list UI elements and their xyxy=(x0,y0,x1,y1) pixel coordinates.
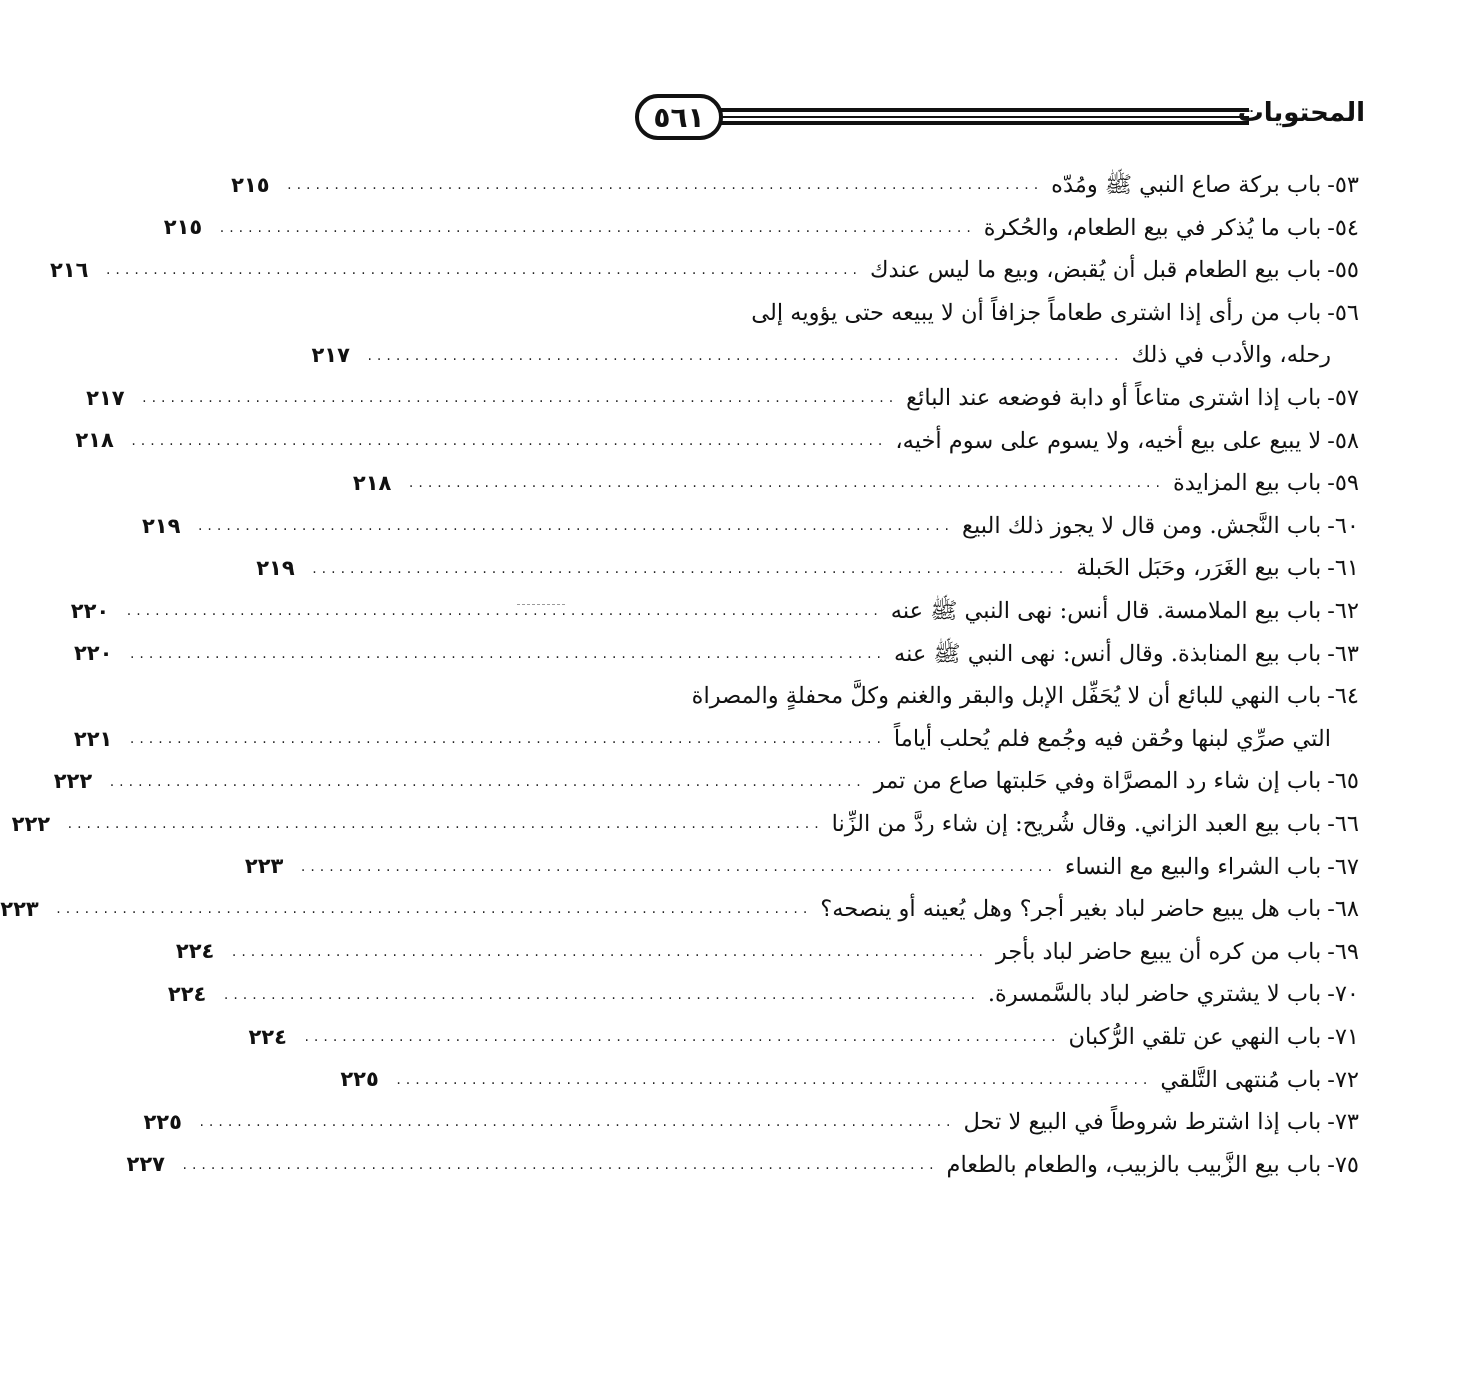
toc-entry-number: ٧١- xyxy=(1327,1023,1359,1050)
dot-leader: ................................................................................ xyxy=(408,475,1165,492)
dot-leader: ................................................................................ xyxy=(300,858,1057,875)
toc-entry-title: باب مُنتهى التَّلقي xyxy=(1160,1066,1322,1093)
toc-entry-page: ٢١٩ xyxy=(141,513,181,538)
toc-entry-page: ٢٢٢ xyxy=(11,811,51,836)
toc-entry-title: باب هل يبيع حاضر لباد بغير أجر؟ وهل يُعينه أو ينصحه؟ xyxy=(820,896,1322,923)
toc-entry-page: ٢٢٠ xyxy=(70,598,110,623)
toc-entry-page: ٢٢٠ xyxy=(73,641,113,666)
toc-entry xyxy=(53,760,1359,803)
toc-entry-page: ٢٢٥ xyxy=(143,1109,182,1134)
toc-entry-page: ٢٢٤ xyxy=(248,1024,287,1049)
toc-entry-number: ٦٠- xyxy=(1327,512,1359,539)
toc-entry-page: ٢١٨ xyxy=(352,470,392,495)
toc-entry xyxy=(311,334,1359,377)
dot-leader: ................................................................................ xyxy=(197,518,954,535)
table-of-contents xyxy=(0,164,1359,1186)
toc-entry-page: ٢٢٣ xyxy=(244,854,284,879)
header-rule-line xyxy=(721,121,1249,125)
toc-entry-title: باب بيع الطعام قبل أن يُقبض، وبيع ما ليس عندك xyxy=(869,257,1322,284)
toc-entry-page: ٢٢١ xyxy=(73,726,113,751)
toc-entry-page: ٢٢٥ xyxy=(340,1067,379,1092)
toc-entry-title: باب لا يشتري حاضر لباد بالسَّمسرة. xyxy=(987,981,1322,1008)
toc-entry-title: باب بيع الملامسة. قال أنس: نهى النبي ﷺ عنه xyxy=(890,597,1322,624)
dot-leader: ................................................................................ xyxy=(129,645,886,662)
dot-leader: ................................................................................ xyxy=(396,1071,1153,1088)
toc-entry-number: ٦٥- xyxy=(1327,768,1359,795)
toc-entry-number: ٧٢- xyxy=(1327,1066,1359,1093)
toc-entry xyxy=(163,207,1359,250)
toc-entry-page: ٢١٧ xyxy=(86,385,125,410)
toc-entry-number: ٥٦- xyxy=(1327,299,1359,326)
toc-entry-page: ٢٢٧ xyxy=(126,1152,165,1177)
toc-entry-page: ٢٢٤ xyxy=(175,939,215,964)
dot-leader: ................................................................................ xyxy=(223,986,980,1003)
toc-entry-page: ٢٢٣ xyxy=(0,896,39,921)
toc-entry-number: ٦٧- xyxy=(1327,853,1359,880)
dot-leader: ................................................................................ xyxy=(67,816,824,833)
toc-entry-number: ٦١- xyxy=(1327,555,1359,582)
toc-entry-title: باب النَّجش. ومن قال لا يجوز ذلك البيع xyxy=(961,512,1322,539)
toc-entry xyxy=(70,590,1359,633)
dot-leader: ................................................................................ xyxy=(142,390,899,407)
toc-entry-title: باب من كره أن يبيع حاضر لباد بأجر xyxy=(995,938,1322,965)
toc-entry-title: باب بركة صاع النبي ﷺ ومُدّه xyxy=(1051,172,1322,199)
toc-entry xyxy=(0,888,1359,931)
dot-leader: ................................................................................ xyxy=(367,347,1124,364)
dot-leader: ................................................................................ xyxy=(287,177,1044,194)
toc-entry-page: ٢١٨ xyxy=(75,428,114,453)
dot-leader: ................................................................................ xyxy=(131,432,888,449)
toc-entry xyxy=(248,1016,1359,1059)
toc-entry-page: ٢١٧ xyxy=(311,343,350,368)
toc-entry-page: ٢١٥ xyxy=(231,172,270,197)
toc-entry xyxy=(73,718,1359,761)
toc-entry xyxy=(643,292,1359,335)
toc-entry-number: ٥٧- xyxy=(1327,385,1359,412)
toc-entry-number: ٦٦- xyxy=(1327,810,1359,837)
toc-entry-page: ٢١٥ xyxy=(163,215,203,240)
toc-entry-number: ٦٩- xyxy=(1327,938,1359,965)
dot-leader: ................................................................................ xyxy=(312,560,1069,577)
toc-entry-title: باب بيع الغَرَر، وحَبَل الحَبلة xyxy=(1076,555,1322,582)
toc-entry xyxy=(143,1101,1359,1144)
toc-entry xyxy=(340,1058,1359,1101)
toc-entry-title: لا يبيع على بيع أخيه، ولا يسوم على سوم أخيه، xyxy=(895,427,1322,454)
dot-leader: ................................................................................ xyxy=(56,901,813,918)
toc-entry xyxy=(244,846,1359,889)
toc-entry-title: باب النهي للبائع أن لا يُحَفِّل الإبل والبقر والغنم وكلَّ محفلةٍ والمصراة xyxy=(691,683,1322,710)
toc-entry-number: ٥٨- xyxy=(1327,427,1359,454)
toc-entry xyxy=(175,931,1359,974)
toc-entry-number: ٥٤- xyxy=(1327,214,1359,241)
header-rule-line xyxy=(721,108,1249,112)
toc-entry-title: باب ما يُذكر في بيع الطعام، والحُكرة xyxy=(983,214,1322,241)
toc-entry-title: باب الشراء والبيع مع النساء xyxy=(1064,853,1322,880)
dot-leader: ................................................................................ xyxy=(304,1029,1061,1046)
toc-entry xyxy=(86,377,1359,420)
toc-entry-title: باب إن شاء رد المصرَّاة وفي حَلبتها صاع من تمر xyxy=(873,768,1322,795)
dot-leader: ................................................................................ xyxy=(182,1156,939,1173)
toc-entry-title: باب إذا اشترط شروطاً في البيع لا تحل xyxy=(963,1109,1322,1136)
toc-entry-title: باب بيع الزَّبيب بالزبيب، والطعام بالطعام xyxy=(946,1151,1322,1178)
toc-entry-page: ٢٢٤ xyxy=(167,982,207,1007)
dot-leader: ................................................................................ xyxy=(219,219,976,236)
toc-entry-number: ٦٨- xyxy=(1327,896,1359,923)
toc-entry-number: ٧٥- xyxy=(1327,1151,1359,1178)
toc-entry xyxy=(49,249,1359,292)
dot-leader: ................................................................................ xyxy=(105,262,862,279)
toc-entry xyxy=(73,633,1359,676)
toc-entry xyxy=(141,505,1359,548)
dot-leader: ................................................................................ xyxy=(109,773,866,790)
page-header xyxy=(635,90,1365,154)
toc-entry xyxy=(231,164,1359,207)
page-number-badge: ٥٦١ xyxy=(635,94,723,140)
header-rule xyxy=(721,108,1249,124)
dot-leader: ................................................................................ xyxy=(199,1114,956,1131)
page-title: المحتويات xyxy=(1237,98,1365,128)
dot-leader: ................................................................................ xyxy=(129,731,886,748)
toc-entry-title: رحله، والأدب في ذلك xyxy=(1131,342,1331,369)
toc-entry-number: ٦٤- xyxy=(1327,683,1359,710)
toc-entry-title: التي صرِّي لبنها وحُقن فيه وجُمع فلم يُحلب أياماً xyxy=(893,725,1331,752)
toc-entry xyxy=(256,547,1359,590)
dot-leader: ................................................................................ xyxy=(126,603,883,620)
toc-entry-number: ٥٣- xyxy=(1327,172,1359,199)
toc-entry-page: ٢٢٢ xyxy=(53,769,93,794)
dot-leader: ................................................................................ xyxy=(231,943,988,960)
toc-entry-title: باب بيع المزايدة xyxy=(1172,470,1322,497)
toc-entry-title: باب بيع المنابذة. وقال أنس: نهى النبي ﷺ عنه xyxy=(894,640,1322,667)
toc-entry-page: ٢١٦ xyxy=(49,257,89,282)
toc-entry-number: ٦٣- xyxy=(1327,640,1359,667)
toc-entry xyxy=(352,462,1359,505)
toc-entry-page: ٢١٩ xyxy=(256,556,295,581)
toc-entry-number: ٥٥- xyxy=(1327,257,1359,284)
toc-entry xyxy=(126,1144,1359,1187)
toc-entry-title: باب النهي عن تلقي الرُّكبان xyxy=(1068,1023,1322,1050)
toc-entry-title: باب إذا اشترى متاعاً أو دابة فوضعه عند البائع xyxy=(906,385,1322,412)
toc-entry xyxy=(643,675,1359,718)
header-rule-line xyxy=(721,116,1249,118)
toc-entry xyxy=(167,973,1359,1016)
toc-entry-number: ٧٣- xyxy=(1327,1109,1359,1136)
toc-entry xyxy=(75,420,1359,463)
toc-entry-number: ٧٠- xyxy=(1327,981,1359,1008)
toc-entry xyxy=(11,803,1359,846)
toc-entry-number: ٦٢- xyxy=(1327,597,1359,624)
toc-entry-title: باب من رأى إذا اشترى طعاماً جزافاً أن لا يبيعه حتى يؤويه إلى xyxy=(751,299,1322,326)
toc-entry-title: باب بيع العبد الزاني. وقال شُريح: إن شاء ردَّ من الزِّنا xyxy=(831,810,1322,837)
toc-entry-number: ٥٩- xyxy=(1327,470,1359,497)
